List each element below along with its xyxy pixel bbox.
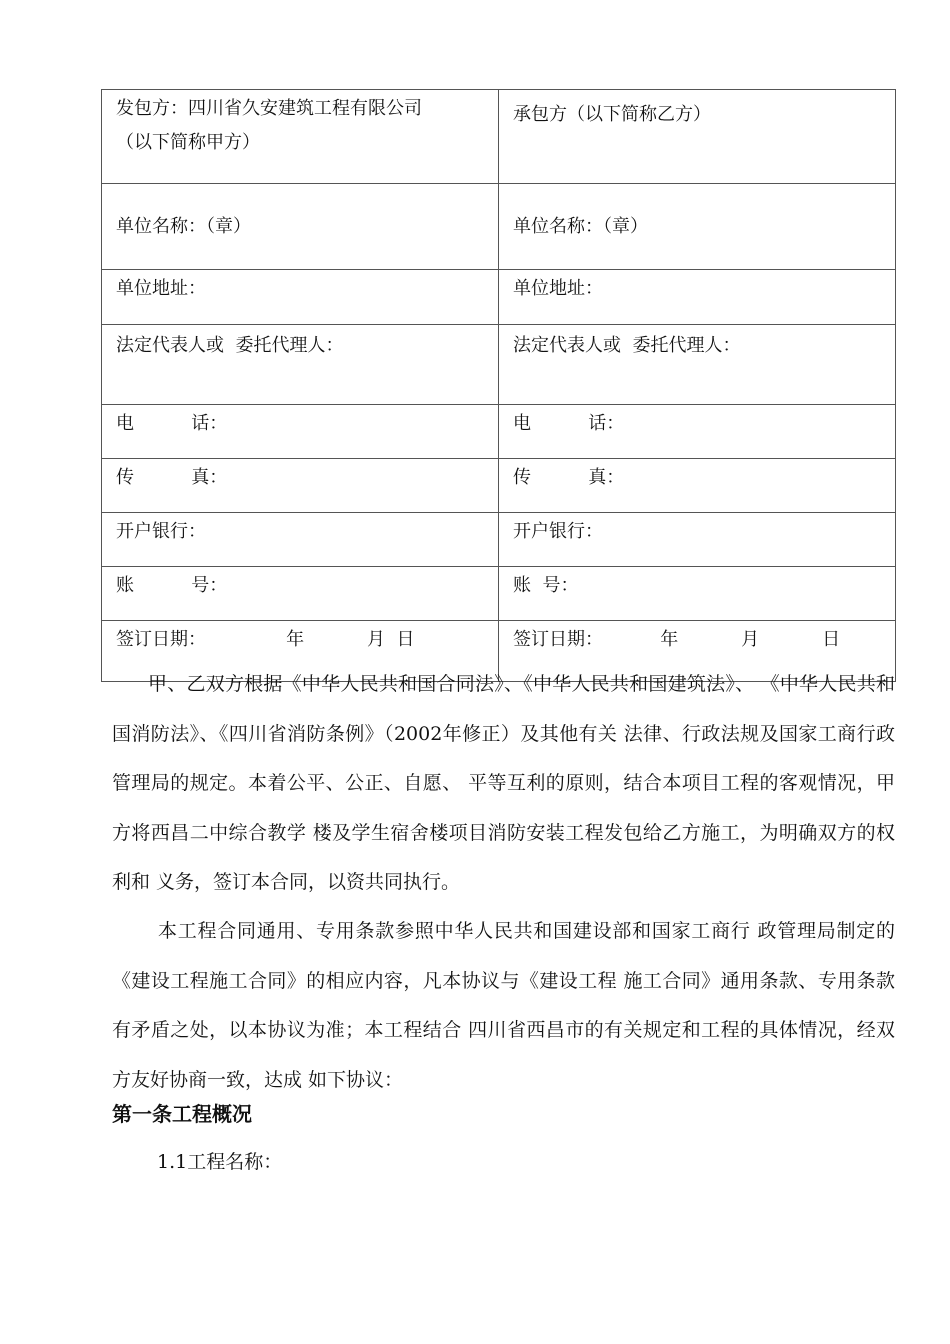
employer-representative: 法定代表人或 委托代理人： [116,335,344,356]
project-name-item: 1.1工程名称： [157,1151,283,1173]
employer-sign-date: 签订日期： 年 月 日 [116,629,415,650]
contractor-representative: 法定代表人或 委托代理人： [513,335,741,356]
table-row [102,184,896,270]
section-heading: 第一条工程概况 [112,1102,252,1126]
contract-basis-paragraph: 甲、乙双方根据《中华人民共和国合同法》、《中华人民共和国建筑法》、 《中华人民共和国消防法》、《四川省消防条例》（2002年修正）及其他有关 法律、行政法规及国家工商行政管理局的规定。本着公平、公正、自愿、 平等互利的原则，结合本项目工程的客观情况，甲方将西昌二中综合教学 楼及学生宿舍楼项目消防安装工程发包给乙方施工，为明确双方的权利和 义务，签订本合同，以资共同执行。 [112,673,895,893]
contractor-fax: 传 真： [513,467,625,488]
employer-name-label: 发包方：四川省久安建筑工程有限公司 [116,98,422,119]
table-row [102,459,896,513]
contractor-bank: 开户银行： [513,521,603,542]
contractor-unit-name: 单位名称：（章） [513,216,648,237]
party-info-table [101,89,896,682]
contractor-account: 账 号： [513,575,579,596]
contractor-address: 单位地址： [513,278,603,299]
employer-alias-label: （以下简称甲方） [116,132,260,153]
table-row [102,325,896,405]
contractor-sign-date: 签订日期： 年 月 日 [513,629,841,650]
employer-address: 单位地址： [116,278,206,299]
employer-unit-name: 单位名称：（章） [116,216,251,237]
employer-phone: 电 话： [116,413,228,434]
employer-account: 账 号： [116,575,228,596]
contractor-phone: 电 话： [513,413,625,434]
table-row [102,90,896,184]
employer-fax: 传 真： [116,467,228,488]
table-row [102,405,896,459]
contract-terms-paragraph: 本工程合同通用、专用条款参照中华人民共和国建设部和国家工商行 政管理局制定的《建设工程施工合同》的相应内容，凡本协议与《建设工程 施工合同》通用条款、专用条款有矛盾之处，以本协议为准；本工程结合 四川省西昌市的有关规定和工程的具体情况，经双方友好协商一致，达成 如下协议： [112,920,895,1091]
employer-bank: 开户银行： [116,521,206,542]
employer-header-cell [102,90,499,184]
contractor-name-label: 承包方（以下简称乙方） [513,104,711,125]
contractor-header-cell [499,90,896,184]
table-row [102,270,896,325]
table-row [102,567,896,621]
table-row [102,513,896,567]
